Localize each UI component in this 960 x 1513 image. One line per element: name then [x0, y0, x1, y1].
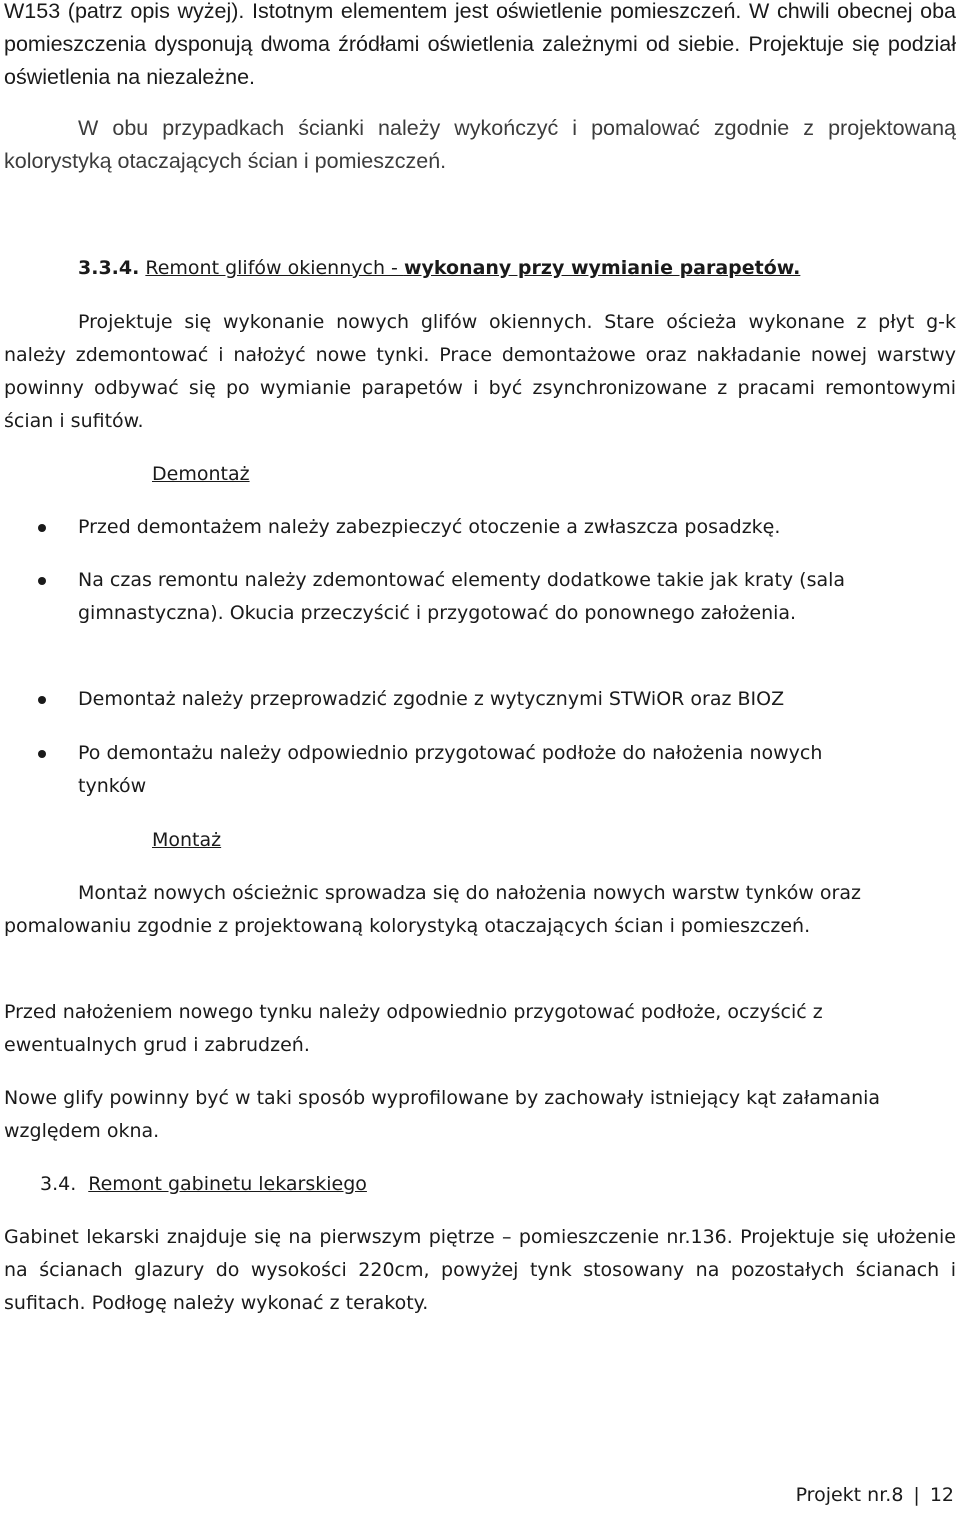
- list-item: Na czas remontu należy zdemontować elementy dodatkowe takie jak kraty (sala gimnastyczna). Okucia przeczyścić i przygotować do ponownego założenia.: [78, 569, 846, 624]
- section-title: Remont glifów okiennych: [145, 257, 385, 279]
- footer-project: Projekt nr.8: [795, 1484, 904, 1506]
- glify-paragraph: Projektuje się wykonanie nowych glifów okiennych. Stare ościeża wykonane z płyt g-k należy zdemontować i nałożyć nowe tynki. Prace demontażowe oraz nakładanie nowej warstwy powinny odbywać się po wymianie parapetów i być zsynchronizowane z pracami remontowymi ścian i sufitów.: [4, 311, 956, 432]
- montaz-paragraph-3: Nowe glify powinny być w taki sposób wyprofilowane by zachowały istniejący kąt załamania względem okna.: [4, 1087, 881, 1142]
- bullet-dot: [38, 524, 46, 532]
- section-number: 3.4.: [40, 1173, 77, 1195]
- demontaz-heading: Demontaż: [152, 463, 250, 485]
- bullet-dot: [38, 696, 46, 704]
- montaz-paragraph-2: Przed nałożeniem nowego tynku należy odpowiednio przygotować podłoże, oczyścić z ewentualnych grud i zabrudzeń.: [4, 1001, 823, 1056]
- list-item: Przed demontażem należy zabezpieczyć otoczenie a zwłaszcza posadzkę.: [78, 516, 781, 538]
- montaz-paragraph-1: Montaż nowych ościeżnic sprowadza się do nałożenia nowych warstw tynków oraz pomalowaniu zgodnie z projektowaną kolorystyką otaczających ścian i pomieszczeń.: [4, 882, 861, 937]
- section-heading-3-3-4: [78, 252, 938, 285]
- montaz-heading: Montaż: [152, 829, 222, 851]
- section-number: 3.3.4.: [78, 257, 140, 279]
- intro-paragraph-2: W obu przypadkach ścianki należy wykończyć i pomalować zgodnie z projektowaną kolorystyką otaczających ścian i pomieszczeń.: [4, 116, 956, 173]
- page-number: 12: [929, 1484, 954, 1506]
- list-item: Po demontażu należy odpowiednio przygotować podłoże do nałożenia nowych tynków: [78, 742, 823, 797]
- page-footer: [796, 1483, 954, 1507]
- footer-separator: |: [913, 1484, 920, 1506]
- bullet-dot: [38, 577, 46, 585]
- intro-paragraph-1: W153 (patrz opis wyżej). Istotnym elementem jest oświetlenie pomieszczeń. W chwili obecnej oba pomieszczenia dysponują dwoma źródłami oświetlenia zależnymi od siebie. Projektuje się podział oświetlenia na niezależne.: [4, 0, 956, 89]
- section-title-separator: -: [385, 257, 404, 279]
- bullet-dot: [38, 750, 46, 758]
- list-item: Demontaż należy przeprowadzić zgodnie z wytycznymi STWiOR oraz BIOZ: [78, 688, 785, 710]
- section-title: Remont gabinetu lekarskiego: [88, 1173, 367, 1195]
- gabinet-paragraph: Gabinet lekarski znajduje się na pierwszym piętrze – pomieszczenie nr.136. Projektuje się ułożenie na ścianach glazury do wysokości 220cm, powyżej tynk stosowany na pozostałych ścianach i sufitach. Podłogę należy wykonać z terakoty.: [4, 1226, 956, 1314]
- section-heading-3-4: [40, 1168, 367, 1201]
- section-title-bold: wykonany przy wymianie parapetów.: [403, 257, 801, 279]
